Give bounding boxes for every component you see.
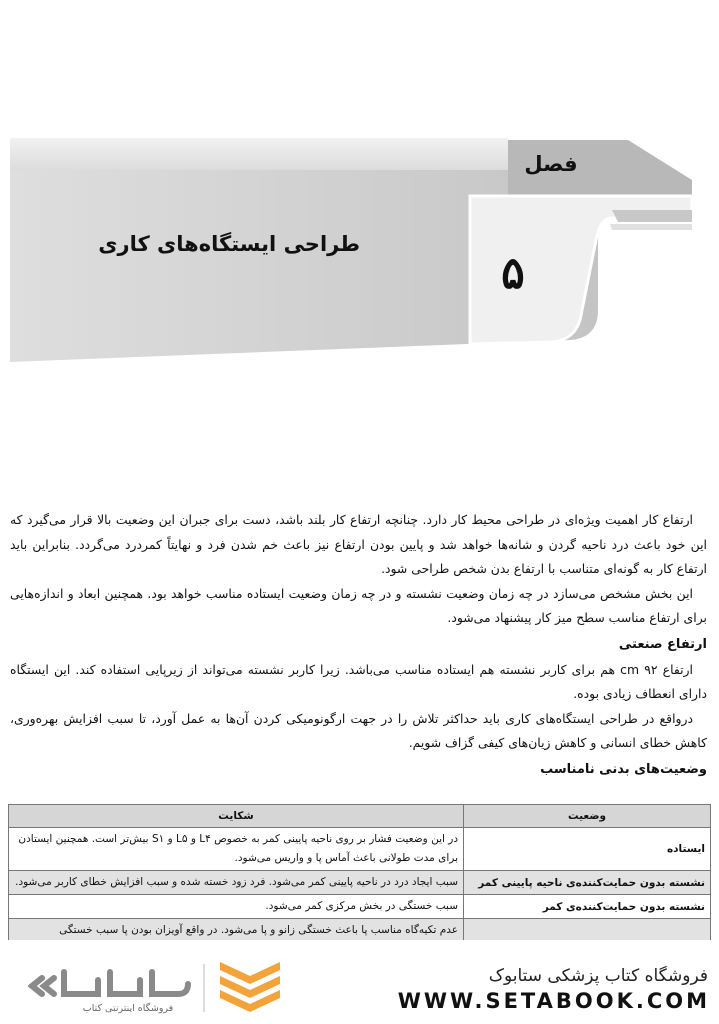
body-text (10, 508, 707, 783)
row-condition: نشسته بدون حمایت‌کننده‌ی ناحیه پایینی کمر (464, 871, 711, 895)
table-header-row (9, 805, 711, 828)
row-complaint: عدم تکیه‌گاه مناسب پا باعث خستگی زانو و پا می‌شود. در واقع آویزان بودن پا سبب خستگی (9, 919, 464, 943)
row-condition: نشسته بدون حمایت‌کننده‌ی کمر (464, 895, 711, 919)
paragraph: درواقع در طراحی ایستگاه‌های کاری باید حداکثر تلاش را در جهت ارگونومیکی کردن آن‌ها به عمل آورد، تا سبب افزایش بهره‌وری، کاهش خطای انسانی و کاهش زیان‌های کیفی گزاف شویم. (10, 710, 707, 750)
chapter-label: فصل (524, 152, 578, 176)
banner-right-strip (612, 210, 692, 222)
posture-table (8, 804, 711, 943)
row-condition: ایستاده (464, 828, 711, 871)
chapter-number: ۵ (501, 248, 525, 299)
chapter-title: طراحی ایستگاه‌های کاری (98, 232, 360, 256)
table-row (9, 871, 711, 895)
table-row (9, 919, 711, 943)
paragraph: ارتفاع ۹۲ cm هم برای کاربر نشسته هم ایستاده مناسب می‌باشد. زیرا کاربر نشسته می‌تواند از زیرپایی استفاده کند. این ایستگاه دارای انعطاف زیادی بوده. (10, 661, 707, 701)
header-condition: وضعیت (464, 805, 711, 828)
store-url-link[interactable]: WWW.SETABOOK.COM (397, 989, 710, 1013)
row-condition (464, 919, 711, 943)
row-complaint: سبب ایجاد درد در ناحیه پایینی کمر می‌شود. فرد زود خسته شده و سبب افزایش خطای کاربر می‌شود. (9, 871, 464, 895)
section-heading: ارتفاع صنعتی (618, 636, 707, 652)
paragraph: ارتفاع کار اهمیت ویژه‌ای در طراحی محیط کار دارد. چنانچه ارتفاع کار بلند باشد، دست برای جبران این وضعیت بالا قرار می‌گیرد که این خود باعث درد ناحیه گردن و شانه‌ها خواهد شد و پایین بودن ارتفاع نیز باعث خم شدن فرد و نهایتاً کمردرد می‌گردد. بنابراین باید ارتفاع کار به گونه‌ای متناسب با ارتفاع بدن شخص طراحی شود. (10, 512, 707, 576)
paragraph: این بخش مشخص می‌سازد در چه زمان وضعیت نشسته و در چه زمان وضعیت ایستاده مناسب خواهد بود. همچنین ابعاد و اندازه‌هایی برای ارتفاع مناسب سطح میز کار پیشنهاد می‌شود. (10, 585, 707, 625)
section-heading: وضعیت‌های بدنی نامناسب (540, 761, 707, 777)
banner-top-stripe (10, 138, 508, 170)
table-row (9, 828, 711, 871)
row-complaint: سبب خستگی در بخش مرکزی کمر می‌شود. (9, 895, 464, 919)
store-name: فروشگاه کتاب پزشکی ستابوک (488, 966, 708, 986)
logo-wordmark-icon (32, 972, 188, 994)
table-row (9, 895, 711, 919)
header-complaint: شکایت (9, 805, 464, 828)
book-stack-icon (220, 962, 280, 1012)
logo-caption: فروشگاه اینترنتی کتاب (82, 1003, 174, 1014)
banner-right-strip-inner (610, 224, 692, 230)
row-complaint: در این وضعیت فشار بر روی ناحیه پایینی کمر به خصوص L۴ و L۵ و S۱ بیش‌تر است. همچنین ایستادن برای مدت طولانی باعث آماس پا و واریس می‌شود. (9, 828, 464, 871)
